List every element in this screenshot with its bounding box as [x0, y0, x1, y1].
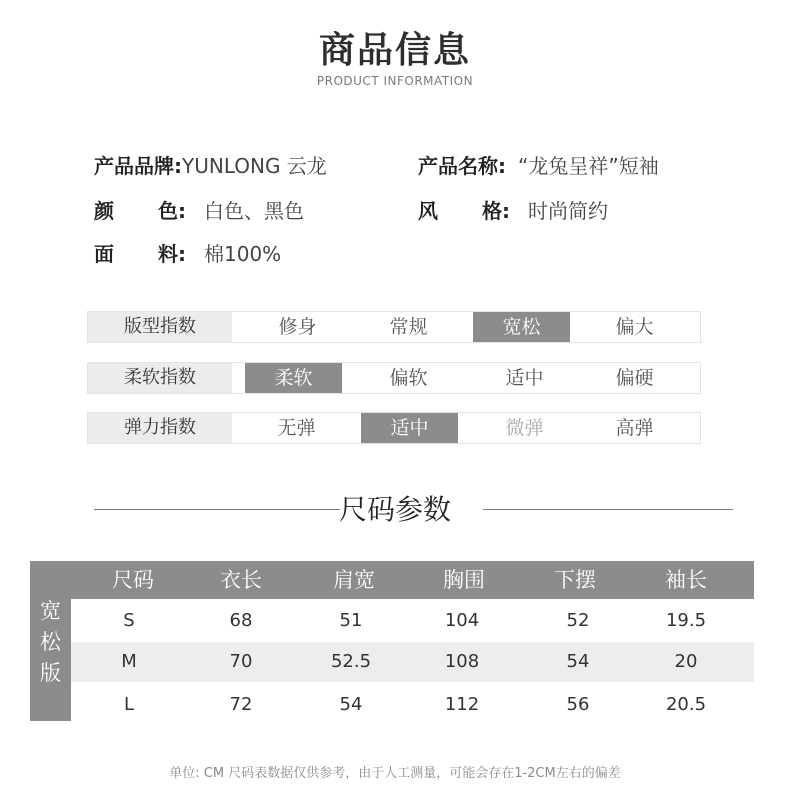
table-cell: 104 [444, 610, 480, 631]
info-brand-value: YUNLONG 云龙 [182, 154, 327, 178]
fit-type-char-1: 宽 [40, 599, 61, 623]
table-cell: 51 [339, 610, 363, 631]
softness-option-soft: 柔软 [245, 363, 342, 393]
softness-option-fairly-soft: 偏软 [389, 367, 428, 389]
info-color [94, 195, 304, 224]
table-cell: 54 [339, 694, 363, 715]
table-cell: S [123, 610, 135, 631]
elasticity-index-row [87, 412, 701, 444]
elasticity-index-label: 弹力指数 [88, 413, 232, 443]
header-length: 衣长 [220, 568, 262, 592]
table-cell: 54 [566, 651, 590, 672]
page-title: 商品信息 [318, 30, 471, 71]
header-chest: 胸围 [443, 568, 485, 592]
table-cell: 52.5 [330, 651, 372, 672]
fit-type-char-2: 松 [40, 630, 61, 654]
info-style [418, 195, 608, 224]
table-cell: 72 [229, 694, 253, 715]
table-cell: 56 [566, 694, 590, 715]
table-cell: 20.5 [665, 694, 707, 715]
fit-option-slim: 修身 [278, 316, 317, 338]
table-cell: 68 [229, 610, 253, 631]
elasticity-option-none: 无弹 [277, 417, 316, 439]
page-subtitle: PRODUCT INFORMATION [316, 74, 474, 88]
header-size: 尺码 [112, 568, 154, 592]
table-cell: 108 [444, 651, 480, 672]
table-cell: M [121, 651, 137, 672]
elasticity-option-medium: 适中 [361, 413, 458, 443]
elasticity-option-high: 高弹 [615, 417, 654, 439]
softness-option-stiff: 偏硬 [615, 367, 654, 389]
elasticity-option-slight: 微弹 [505, 417, 544, 439]
info-style-key-a: 风 [418, 199, 438, 223]
info-brand-key: 产品品牌: [94, 154, 182, 178]
header-shoulder: 肩宽 [333, 568, 375, 592]
size-section-title: 尺码参数 [338, 493, 451, 526]
info-name-key: 产品名称: [418, 154, 506, 178]
measurement-note: 单位: CM 尺码表数据仅供参考，由于人工测量，可能会存在1-2CM左右的偏差 [169, 766, 621, 781]
softness-index-label: 柔软指数 [88, 363, 232, 393]
info-material-value: 棉100% [204, 242, 282, 266]
info-material-key-b: 料: [158, 242, 186, 266]
table-cell: 112 [444, 694, 480, 715]
info-color-key-a: 颜 [94, 199, 114, 223]
info-style-value: 时尚简约 [528, 199, 608, 223]
fit-option-loose: 宽松 [473, 312, 570, 342]
info-name [418, 150, 659, 179]
info-material-key [94, 238, 190, 267]
info-style-key-b: 格: [482, 199, 510, 223]
softness-index-row [87, 362, 701, 394]
header-sleeve: 袖长 [665, 568, 707, 592]
table-cell: L [123, 694, 135, 715]
info-material-key-a: 面 [94, 242, 114, 266]
fit-option-oversized: 偏大 [615, 316, 654, 338]
fit-type-char-3: 版 [40, 661, 61, 685]
info-color-key-b: 色: [158, 199, 186, 223]
info-color-key [94, 195, 190, 224]
fit-index-row [87, 311, 701, 343]
table-cell: 52 [566, 610, 590, 631]
info-style-key [418, 195, 514, 224]
fit-index-label: 版型指数 [88, 312, 232, 342]
info-brand [94, 150, 327, 179]
header-hem: 下摆 [554, 568, 596, 592]
info-material [94, 238, 281, 267]
table-cell: 70 [229, 651, 253, 672]
softness-option-medium: 适中 [505, 367, 544, 389]
info-name-value: “龙兔呈祥”短袖 [518, 154, 659, 178]
fit-option-regular: 常规 [389, 316, 428, 338]
table-cell: 20 [674, 651, 698, 672]
table-cell: 19.5 [665, 610, 707, 631]
info-color-value: 白色、黑色 [204, 199, 304, 223]
fit-type-label [30, 596, 71, 689]
